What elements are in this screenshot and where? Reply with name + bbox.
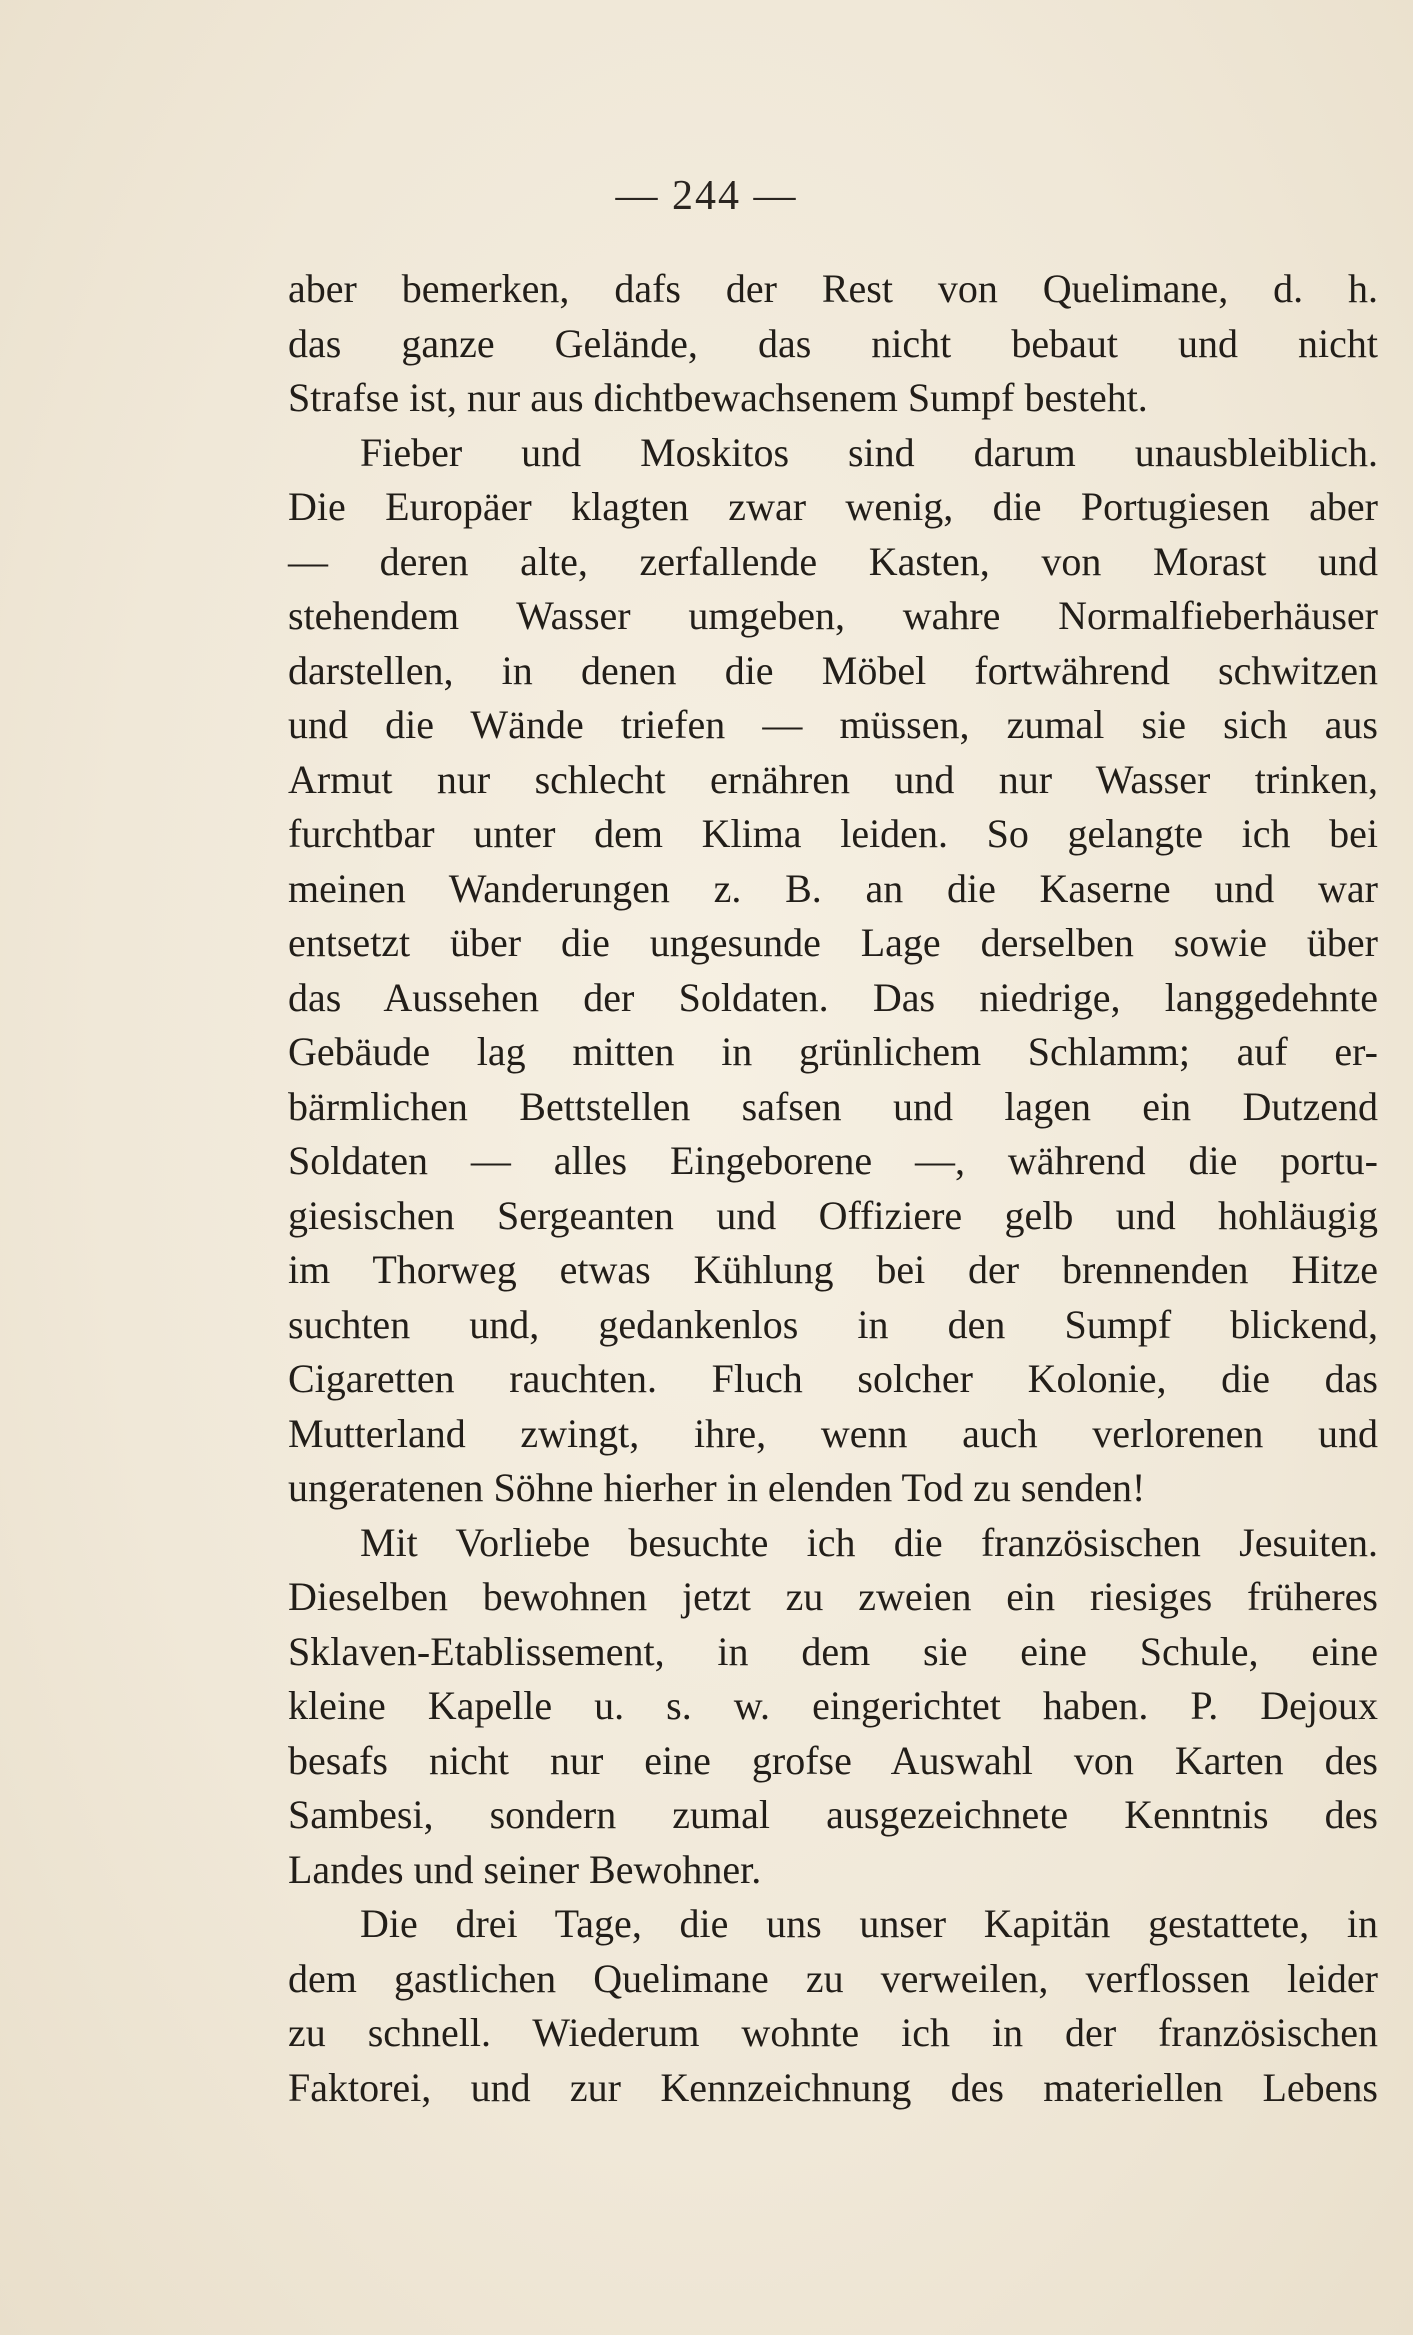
text-line: Strafse ist, nur aus dichtbewachsenem Sumpf besteht. <box>288 375 1148 420</box>
text-line: und die Wände triefen — müssen, zumal sie sich aus <box>288 702 1378 747</box>
text-line: besafs nicht nur eine grofse Auswahl von Karten des <box>288 1737 1378 1783</box>
text-line: Gebäude lag mitten in grünlichem Schlamm; auf er- <box>288 1029 1378 1074</box>
body-text <box>288 262 1378 2115</box>
text-line: ungeratenen Söhne hierher in elenden Tod zu senden! <box>288 1465 1146 1510</box>
text-line: Die Europäer klagten zwar wenig, die Portugiesen aber <box>288 484 1378 529</box>
text-line: Sambesi, sondern zumal ausgezeichnete Kenntnis des <box>288 1792 1378 1837</box>
text-line: bärmlichen Bettstellen safsen und lagen ein Dutzend <box>288 1083 1378 1129</box>
text-line: im Thorweg etwas Kühlung bei der brennenden Hitze <box>288 1247 1378 1292</box>
text-line: Fieber und Moskitos sind darum unausbleiblich. <box>360 429 1378 475</box>
text-line: dem gastlichen Quelimane zu verweilen, verflossen leider <box>288 1955 1378 2001</box>
text-line: meinen Wanderungen z. B. an die Kaserne und war <box>288 865 1378 911</box>
text-line: furchtbar unter dem Klima leiden. So gelangte ich bei <box>288 811 1378 856</box>
text-line: stehendem Wasser umgeben, wahre Normalfieberhäuser <box>288 593 1378 638</box>
text-line: kleine Kapelle u. s. w. eingerichtet haben. P. Dejoux <box>288 1683 1378 1728</box>
text-line: suchten und, gedankenlos in den Sumpf blickend, <box>288 1301 1378 1347</box>
text-line: Soldaten — alles Eingeborene —, während die portu- <box>288 1138 1378 1183</box>
text-line: Faktorei, und zur Kennzeichnung des materiellen Lebens <box>288 2064 1378 2110</box>
text-line: Die drei Tage, die uns unser Kapitän gestattete, in <box>360 1901 1378 1946</box>
text-line: giesischen Sergeanten und Offiziere gelb und hohläugig <box>288 1192 1378 1238</box>
text-line: Dieselben bewohnen jetzt zu zweien ein riesiges früheres <box>288 1574 1378 1619</box>
text-line: aber bemerken, dafs der Rest von Quelimane, d. h. <box>288 266 1378 311</box>
text-line: zu schnell. Wiederum wohnte ich in der französischen <box>288 2010 1378 2055</box>
text-line: Landes und seiner Bewohner. <box>288 1846 762 1892</box>
text-line: das ganze Gelände, das nicht bebaut und nicht <box>288 320 1378 366</box>
text-line: entsetzt über die ungesunde Lage derselben sowie über <box>288 920 1378 965</box>
text-line: Armut nur schlecht ernähren und nur Wasser trinken, <box>288 756 1378 802</box>
text-line: Mit Vorliebe besuchte ich die französischen Jesuiten. <box>360 1519 1378 1565</box>
text-line: Cigaretten rauchten. Fluch solcher Kolonie, die das <box>288 1356 1378 1401</box>
page-number: — 244 — <box>615 173 798 219</box>
text-line: Sklaven-Etablissement, in dem sie eine Schule, eine <box>288 1628 1378 1674</box>
text-line: Mutterland zwingt, ihre, wenn auch verlorenen und <box>288 1410 1378 1456</box>
text-line: — deren alte, zerfallende Kasten, von Morast und <box>288 538 1378 584</box>
text-line: das Aussehen der Soldaten. Das niedrige, langgedehnte <box>288 974 1378 1020</box>
text-line: darstellen, in denen die Möbel fortwährend schwitzen <box>288 647 1378 693</box>
